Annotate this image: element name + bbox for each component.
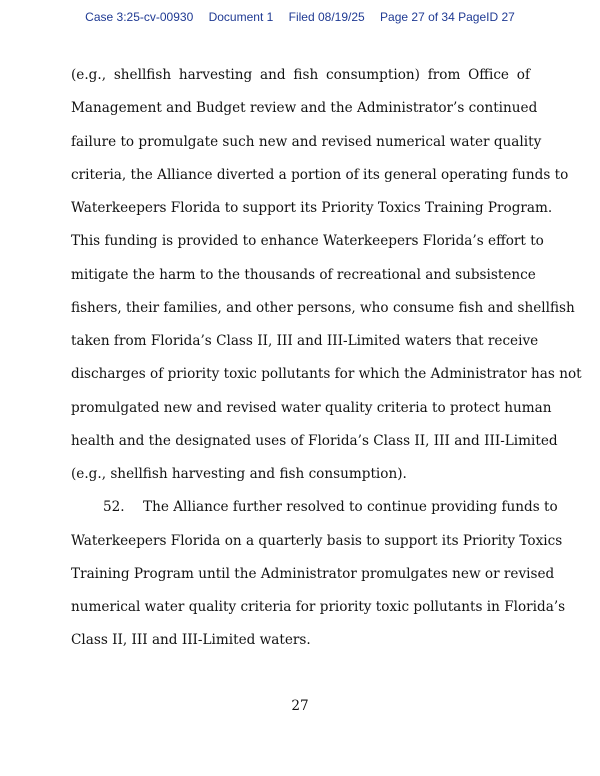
text-line: taken from Florida’s Class II, III and III-Limited waters that receive — [71, 333, 539, 349]
document-number: Document 1 — [208, 10, 274, 24]
text-line: Class II, III and III-Limited waters. — [71, 632, 311, 649]
text-line: This funding is provided to enhance Waterkeepers Florida’s effort to — [71, 233, 544, 250]
page-id: Page 27 of 34 PageID 27 — [380, 10, 515, 24]
text-line: Waterkeepers Florida on a quarterly basis to support its Priority Toxics — [71, 532, 563, 549]
paragraph-52-opening-text: The Alliance further resolved to continue providing funds to — [143, 499, 558, 516]
text-line: discharges of priority toxic pollutants for which the Administrator has not — [71, 366, 582, 383]
text-line: Training Program until the Administrator promulgates new or revised — [71, 565, 555, 582]
text-line: criteria, the Alliance diverted a portion of its general operating funds to — [71, 166, 569, 183]
filed-date: Filed 08/19/25 — [288, 10, 365, 24]
paragraph-number: 52. — [103, 499, 125, 516]
text-line: failure to promulgate such new and revised numerical water quality — [71, 133, 542, 150]
text-line: (e.g., shellfish harvesting and fish consumption) from Office of — [71, 67, 530, 83]
page-number: 27 — [291, 698, 309, 714]
text-line: health and the designated uses of Florida’s Class II, III and III-Limited — [71, 432, 558, 449]
text-line: promulgated new and revised water quality criteria to protect human — [71, 399, 552, 416]
text-line: numerical water quality criteria for priority toxic pollutants in Florida’s — [71, 599, 566, 615]
court-filing-header — [0, 10, 600, 24]
paragraph-52-first-line — [71, 496, 558, 529]
case-number: Case 3:25-cv-00930 — [85, 10, 194, 24]
text-line: (e.g., shellfish harvesting and fish consumption). — [71, 466, 407, 482]
text-line: Waterkeepers Florida to support its Priority Toxics Training Program. — [71, 200, 553, 216]
text-line: Management and Budget review and the Administrator’s continued — [71, 100, 538, 117]
text-line: mitigate the harm to the thousands of recreational and subsistence — [71, 266, 536, 283]
document-body — [71, 64, 582, 663]
text-line: fishers, their families, and other persons, who consume fish and shellfish — [71, 299, 575, 316]
